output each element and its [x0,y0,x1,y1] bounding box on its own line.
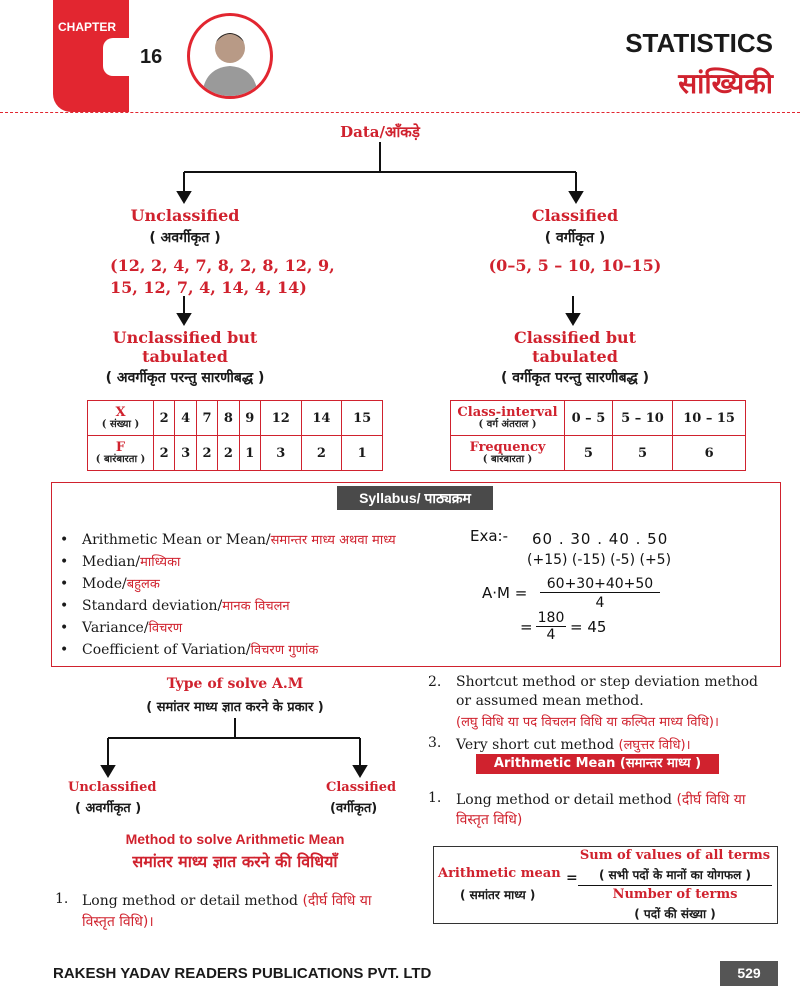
unclassified-hindi: ( अवर्गीकृत ) [149,230,221,246]
left-item1-number: 1. [55,891,69,907]
classified-tabulated-hindi: ( वर्गीकृत परन्तु सारणीबद्ध ) [500,370,650,386]
page-title-hindi: सांख्यिकी [678,67,773,100]
left-item1-hindi: विस्तृत विधि)। [82,914,154,930]
unclassified-tabulated-line2: tabulated [142,347,228,366]
unclassified-table [87,400,383,471]
frequency-header: Frequency ( बारंबारता ) [451,436,565,471]
unclassified-tabulated-hindi: ( अवर्गीकृत परन्तु सारणीबद्ध ) [105,370,265,386]
item3-number: 3. [428,735,442,751]
method-title: Method to solve Arithmetic Mean [125,831,345,847]
classified-data: (0–5, 5 – 10, 10–15) [488,256,662,275]
formula-lhs-hindi: ( समांतर माध्य ) [460,888,536,902]
example-result: = 45 [570,618,607,636]
unclassified-data-line1: (12, 2, 4, 7, 8, 2, 8, 12, 9, [110,256,335,275]
right-item1-text: Long method or detail method (दीर्घ विधि या [456,792,746,808]
example-numerator-2: 180 [537,610,565,626]
page-title: STATISTICS [625,28,773,58]
syllabus-item: • Median/माध्यिका [60,554,181,570]
f-cell: 1 [239,436,260,471]
classified-table [450,400,746,471]
class-interval-header: Class-interval ( वर्ग अंतराल ) [451,401,565,436]
formula-numerator-hindi: ( सभी पदों के मानों का योगफल ) [578,866,772,886]
f-cell: 3 [260,436,301,471]
class-interval-cell: 0 – 5 [565,401,613,436]
classified-tabulated-line1: Classified but [513,328,637,347]
f-header: F ( बारंबारता ) [88,436,154,471]
frequency-cell: 6 [673,436,746,471]
unclassified-title: Unclassified [130,206,240,225]
x-cell: 15 [342,401,383,436]
frequency-cell: 5 [612,436,672,471]
classified-title: Classified [531,206,619,225]
syllabus-title: Syllabus/ पाठ्यक्रम [337,486,493,510]
f-cell: 1 [342,436,383,471]
x-cell: 2 [154,401,175,436]
formula-denominator: Number of terms [612,887,738,902]
method-unclassified: Unclassified [68,780,157,795]
tree-root-label: Data/आँकड़े [340,123,420,141]
class-interval-cell: 10 – 15 [673,401,746,436]
method-classified: Classified [326,780,397,795]
type-solve-title: Type of solve A.M [166,676,304,692]
example-numbers: 60 . 30 . 40 . 50 [532,530,669,548]
x-header: X ( संख्या ) [88,401,154,436]
x-cell: 9 [239,401,260,436]
example-denominator: 4 [595,595,605,611]
unclassified-tabulated-line1: Unclassified but [112,328,258,347]
formula-denominator-hindi: ( पदों की संख्या ) [634,907,716,921]
f-cell: 2 [301,436,342,471]
method-classified-hindi: (वर्गीकृत) [330,801,378,816]
x-cell: 4 [175,401,196,436]
type-solve-hindi: ( समांतर माध्य ज्ञात करने के प्रकार ) [146,700,324,715]
left-item1-text: Long method or detail method (दीर्घ विधि या [82,893,372,909]
tree-root [250,122,510,142]
f-cell: 2 [196,436,217,471]
syllabus-item: • Variance/विचरण [60,620,183,636]
f-cell: 2 [218,436,239,471]
chapter-number: 16 [140,46,163,68]
example-denominator-2: 4 [546,627,556,643]
chapter-label: CHAPTER [58,20,117,34]
footer-publisher: RAKESH YADAV READERS PUBLICATIONS PVT. LTD [53,965,432,982]
x-cell: 7 [196,401,217,436]
item2-text-line2: or assumed mean method. [456,693,644,709]
x-cell: 8 [218,401,239,436]
right-item1-hindi: विस्तृत विधि) [456,812,523,828]
item2-text-line1: Shortcut method or step deviation method [456,674,758,690]
formula-lhs: Arithmetic mean [438,866,561,881]
arithmetic-mean-badge: Arithmetic Mean (समान्तर माध्य ) [476,754,719,774]
f-cell: 2 [154,436,175,471]
item3-text: Very short cut method (लघुत्तर विधि)। [456,737,691,753]
frequency-cell: 5 [565,436,613,471]
f-cell: 3 [175,436,196,471]
right-item1-number: 1. [428,790,442,806]
syllabus-item: • Standard deviation/मानक विचलन [60,598,290,614]
item2-number: 2. [428,674,442,690]
method-unclassified-hindi: ( अवर्गीकृत ) [75,801,142,816]
formula-equals: = [566,870,578,886]
example-numerator: 60+30+40+50 [540,576,660,593]
example-deviations: (+15) (-15) (-5) (+5) [527,552,672,568]
example-am-label: A·M = [482,584,528,602]
unclassified-data-line2: 15, 12, 7, 4, 14, 4, 14) [110,278,307,297]
classified-hindi: ( वर्गीकृत ) [544,230,606,246]
syllabus-item: • Coefficient of Variation/विचरण गुणांक [60,642,319,658]
class-interval-cell: 5 – 10 [612,401,672,436]
item2-hindi: (लघु विधि या पद विचलन विधि या कल्पित माध्य विधि)। [456,715,719,730]
method-title-hindi: समांतर माध्य ज्ञात करने की विधियाँ [132,852,338,871]
example-label: Exa:- [470,527,509,545]
formula-numerator: Sum of values of all terms [579,848,771,863]
syllabus-item: • Arithmetic Mean or Mean/समान्तर माध्य अथवा माध्य [60,532,396,548]
x-cell: 12 [260,401,301,436]
classified-tabulated-line2: tabulated [532,347,618,366]
syllabus-item: • Mode/बहुलक [60,576,160,592]
example-equals: = [520,618,533,636]
page-number: 529 [720,961,778,986]
x-cell: 14 [301,401,342,436]
